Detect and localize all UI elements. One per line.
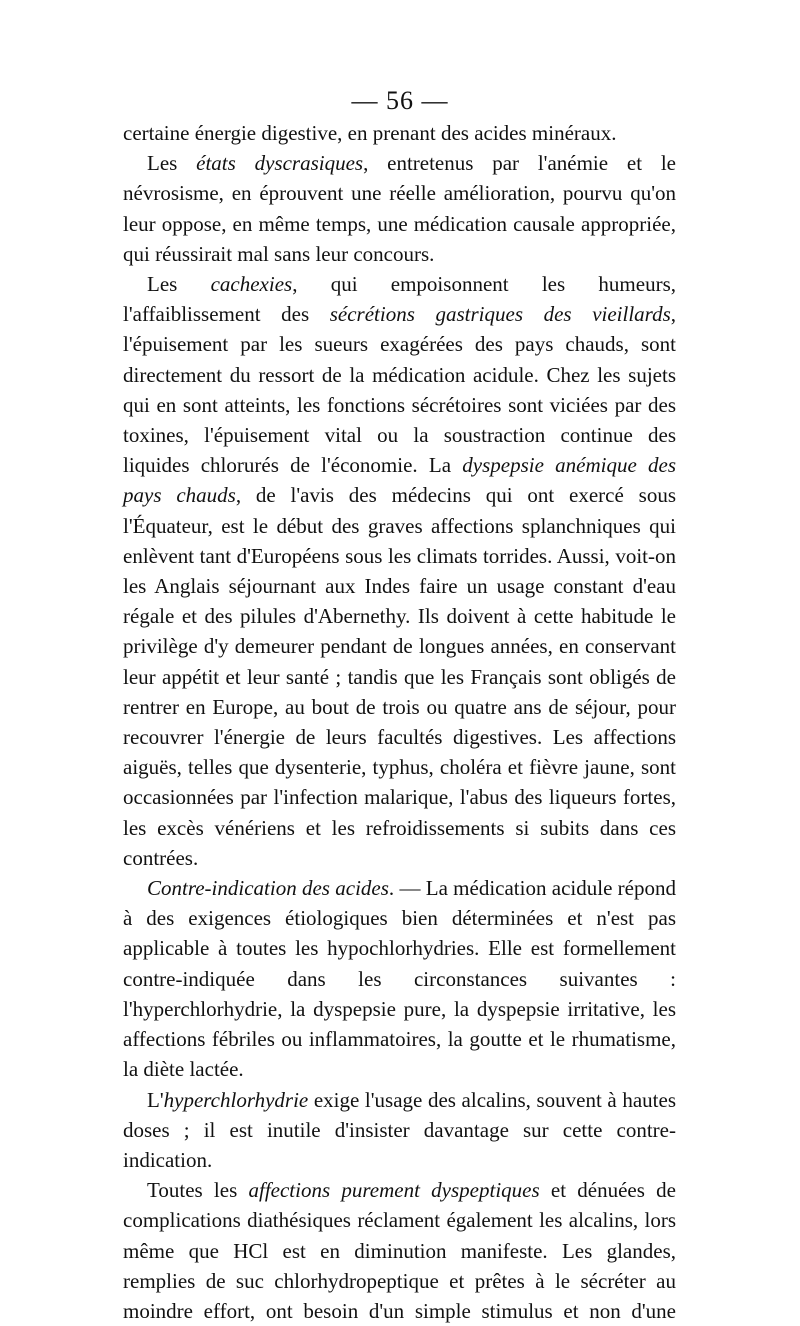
text-run: , l'épuisement par les sueurs exagérées des pays chauds, sont directement du ressort de la médication acidule. Chez les sujets qui en sont atteints, les fonctions sécrétoires sont viciées par des toxines, l'épuisement vital ou la soustraction continue des liquides chlorurés de l'économie. La (123, 302, 676, 478)
italic-text: affections purement dyspeptiques (248, 1178, 540, 1203)
text-run: et dénuées de complications diathésiques réclament également les alcalins, lors même que HCl est en diminution manifeste. Les glandes, remplies de suc chlorhydropeptique et prêtes à le sécréter au moindre effort, ont besoin d'un simple stimulus et non d'une (123, 1178, 676, 1323)
paragraph (123, 1085, 676, 1176)
page-number: — 56 — (351, 86, 449, 115)
text-run: Les (147, 272, 211, 297)
text-run: certaine énergie digestive, en prenant des acides minéraux. (123, 121, 617, 145)
italic-text: cachexies (210, 272, 293, 297)
paragraph (123, 118, 676, 148)
italic-text: états dyscrasiques (196, 151, 364, 176)
text-run: L' (147, 1087, 164, 1112)
paragraph (123, 873, 676, 1084)
text-run: Les (147, 151, 197, 176)
paragraph (123, 148, 676, 269)
text-run: , de l'avis des médecins qui ont exercé sous l'Équateur, est le début des graves affections splanchniques qui enlèvent tant d'Européens sous les climats torrides. Aussi, voit-on les Anglais séjournant aux Indes faire un usage constant d'eau régale et des pilules d'Abernethy. Ils doivent à cette habitude le privilège d'y demeurer pendant de longues années, en conservant leur appétit et leur santé ; tandis que les Français sont obligés de rentrer en Europe, au bout de trois ou quatre ans de séjour, pour recouvrer l'énergie de leurs facultés digestives. Les affections aiguës, telles que dysenterie, typhus, choléra et fièvre jaune, sont occasionnées par l'infection malarique, l'abus des liqueurs fortes, les excès vénériens et les refroidissements si subits dans ces contrées. (123, 483, 676, 870)
text-run: Toutes les (147, 1178, 249, 1203)
text-run: exige l'usage des alcalins, souvent à hautes doses ; il est inutile d'insister davantage sur cette contre-indication. (123, 1087, 676, 1172)
body-text (123, 118, 676, 1326)
text-run: , entretenus par l'anémie et le névrosisme, en éprouvent une réelle amélioration, pourvu qu'on leur oppose, en même temps, une médication causale appropriée, qui réussirait mal sans leur concours. (123, 151, 676, 266)
paragraph (123, 269, 676, 873)
paragraph (123, 1175, 676, 1326)
italic-text: hyperchlorhydrie (163, 1087, 309, 1112)
italic-text: sécrétions gastriques des vieillards (329, 302, 671, 327)
italic-text: dyspepsie anémique des pays chauds (123, 453, 676, 508)
italic-text: Contre-indication des acides (147, 876, 389, 901)
text-run: . — La médication acidule répond à des exigences étiologiques bien déterminées et n'est pas applicable à toutes les hypochlorhydries. Elle est formellement contre-indiquée dans les circonstances suivantes : l'hyperchlorhydrie, la dyspepsie pure, la dyspepsie irritative, les affections fébriles ou inflammatoires, la goutte et le rhumatisme, la diète lactée. (123, 876, 676, 1082)
text-run: , qui empoisonnent les humeurs, l'affaiblissement des (123, 272, 676, 327)
